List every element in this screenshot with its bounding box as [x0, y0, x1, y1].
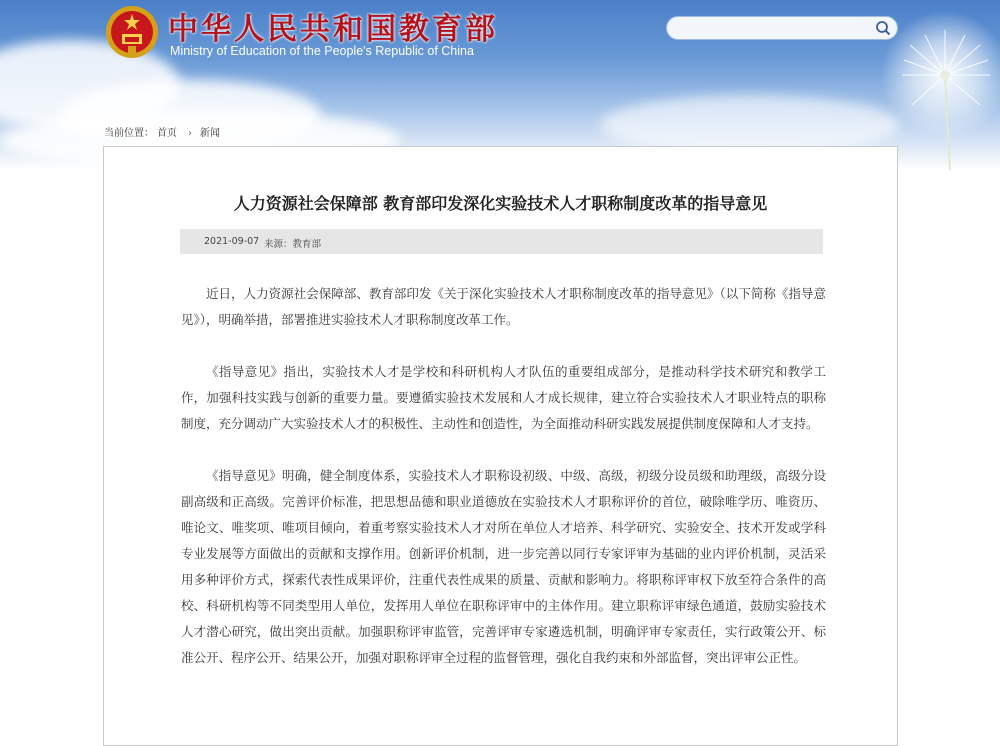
search-icon[interactable]: [875, 20, 891, 36]
national-emblem-icon[interactable]: [104, 4, 160, 60]
breadcrumb-label: 当前位置：: [104, 128, 154, 139]
dandelion-icon: [890, 20, 1000, 170]
site-title[interactable]: 中华人民共和国教育部: [168, 12, 498, 47]
search-input[interactable]: [677, 19, 871, 39]
article-source: 来源：教育部: [264, 239, 322, 250]
breadcrumb: [104, 124, 223, 139]
breadcrumb-news-link[interactable]: 新闻: [200, 128, 220, 139]
breadcrumb-home-link[interactable]: 首页: [157, 128, 177, 139]
article-paragraph: 近日，人力资源社会保障部、教育部印发《关于深化实验技术人才职称制度改革的指导意见》（以下简称《指导意见》），明确举措，部署推进实验技术人才职称制度改革工作。: [181, 286, 826, 327]
search-box[interactable]: [666, 16, 898, 40]
article-date: 2021-09-07: [204, 236, 260, 247]
site-subtitle: Ministry of Education of the People's Republic of China: [170, 44, 474, 58]
article-meta-bar: [180, 229, 823, 254]
article-paragraph: 《指导意见》明确，健全制度体系，实验技术人才职称设初级、中级、高级，初级分设员级和助理级，高级分设副高级和正高级。完善评价标准，把思想品德和职业道德放在实验技术人才职称评价的首位，破除唯学历、唯资历、唯论文、唯奖项、唯项目倾向，着重考察实验技术人才对所在单位人才培养、科学研究、实验安全、技术开发或学科专业发展等方面做出的贡献和支撑作用。创新评价机制，进一步完善以同行专家评审为基础的业内评价机制，灵活采用多种评价方式，探索代表性成果评价，注重代表性成果的质量、贡献和影响力。将职称评审权下放至符合条件的高校、科研机构等不同类型用人单位，发挥用人单位在职称评审中的主体作用。建立职称评审绿色通道，鼓励实验技术人才潜心研究，做出突出贡献。加强职称评审监管，完善评审专家遴选机制，明确评审专家责任，实行政策公开、标准公开、程序公开、结果公开，加强对职称评审全过程的监督管理，强化自我约束和外部监督，突出评审公正性。: [181, 468, 826, 665]
article-panel: [103, 146, 898, 746]
chevron-right-icon: ›: [188, 128, 192, 139]
article-body: [181, 281, 826, 697]
article-paragraph: 《指导意见》指出，实验技术人才是学校和科研机构人才队伍的重要组成部分，是推动科学技术研究和教学工作，加强科技实践与创新的重要力量。要遵循实验技术发展和人才成长规律，建立符合实验技术人才职业特点的职称制度，充分调动广大实验技术人才的积极性、主动性和创造性，为全面推动科研实践发展提供制度保障和人才支持。: [181, 364, 826, 431]
article-title: 人力资源社会保障部 教育部印发深化实验技术人才职称制度改革的指导意见: [233, 194, 768, 213]
